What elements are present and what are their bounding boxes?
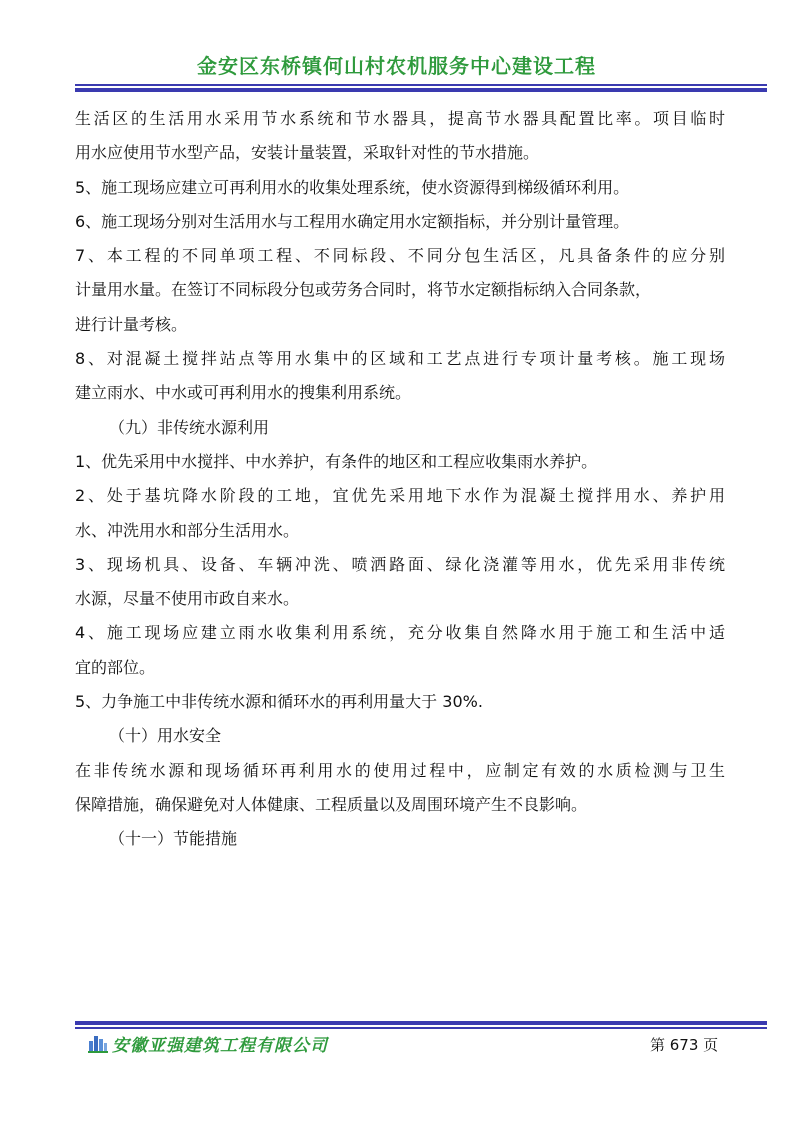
paragraph-line: 水源，尽量不使用市政自来水。 bbox=[75, 589, 300, 609]
paragraph-line: 在非传统水源和现场循环再利用水的使用过程中，应制定有效的水质检测与卫生 bbox=[75, 760, 725, 780]
footer-company-block bbox=[88, 1030, 328, 1056]
company-logo-icon bbox=[88, 1033, 108, 1053]
header-divider-thick bbox=[75, 88, 767, 92]
paragraph-line: 宜的部位。 bbox=[75, 657, 156, 677]
paragraph-line: 4、施工现场应建立雨水收集利用系统，充分收集自然降水用于施工和生活中适 bbox=[75, 623, 725, 643]
document-header-title: 金安区东桥镇何山村农机服务中心建设工程 bbox=[197, 54, 596, 78]
paragraph-line: 2、处于基坑降水阶段的工地，宜优先采用地下水作为混凝土搅拌用水、养护用 bbox=[75, 486, 725, 506]
paragraph-line: 保障措施，确保避免对人体健康、工程质量以及周围环境产生不良影响。 bbox=[75, 794, 588, 814]
paragraph-line: 7、本工程的不同单项工程、不同标段、不同分包生活区，凡具备条件的应分别 bbox=[75, 246, 725, 266]
header-divider-thin bbox=[75, 84, 767, 86]
document-body bbox=[75, 102, 725, 857]
paragraph-line: 8、对混凝土搅拌站点等用水集中的区域和工艺点进行专项计量考核。施工现场 bbox=[75, 349, 725, 369]
paragraph-line: 6、施工现场分别对生活用水与工程用水确定用水定额指标，并分别计量管理。 bbox=[75, 211, 630, 231]
footer-divider-thin bbox=[75, 1027, 767, 1029]
section-heading: （十一）节能措施 bbox=[109, 829, 238, 849]
paragraph-line: 5、施工现场应建立可再利用水的收集处理系统，使水资源得到梯级循环利用。 bbox=[75, 177, 630, 197]
paragraph-line: 用水应使用节水型产品，安装计量装置，采取针对性的节水措施。 bbox=[75, 143, 540, 163]
footer-company-name: 安徽亚强建筑工程有限公司 bbox=[112, 1035, 328, 1056]
paragraph-line: 建立雨水、中水或可再利用水的搜集利用系统。 bbox=[75, 383, 412, 403]
paragraph-line: 计量用水量。在签订不同标段分包或劳务合同时，将节水定额指标纳入合同条款， bbox=[75, 280, 652, 300]
paragraph-line: 水、冲洗用水和部分生活用水。 bbox=[75, 520, 300, 540]
section-heading: （九）非传统水源利用 bbox=[109, 417, 270, 437]
footer-divider-thick bbox=[75, 1021, 767, 1025]
section-heading: （十）用水安全 bbox=[109, 726, 222, 746]
page-number: 第 673 页 bbox=[650, 1036, 719, 1054]
paragraph-line: 进行计量考核。 bbox=[75, 314, 188, 334]
paragraph-line: 生活区的生活用水采用节水系统和节水器具，提高节水器具配置比率。项目临时 bbox=[75, 109, 725, 128]
paragraph-line: 5、力争施工中非传统水源和循环水的再利用量大于 30%. bbox=[75, 692, 483, 712]
paragraph-line: 3、现场机具、设备、车辆冲洗、喷洒路面、绿化浇灌等用水，优先采用非传统 bbox=[75, 554, 725, 574]
paragraph-line: 1、优先采用中水搅拌、中水养护，有条件的地区和工程应收集雨水养护。 bbox=[75, 451, 598, 471]
